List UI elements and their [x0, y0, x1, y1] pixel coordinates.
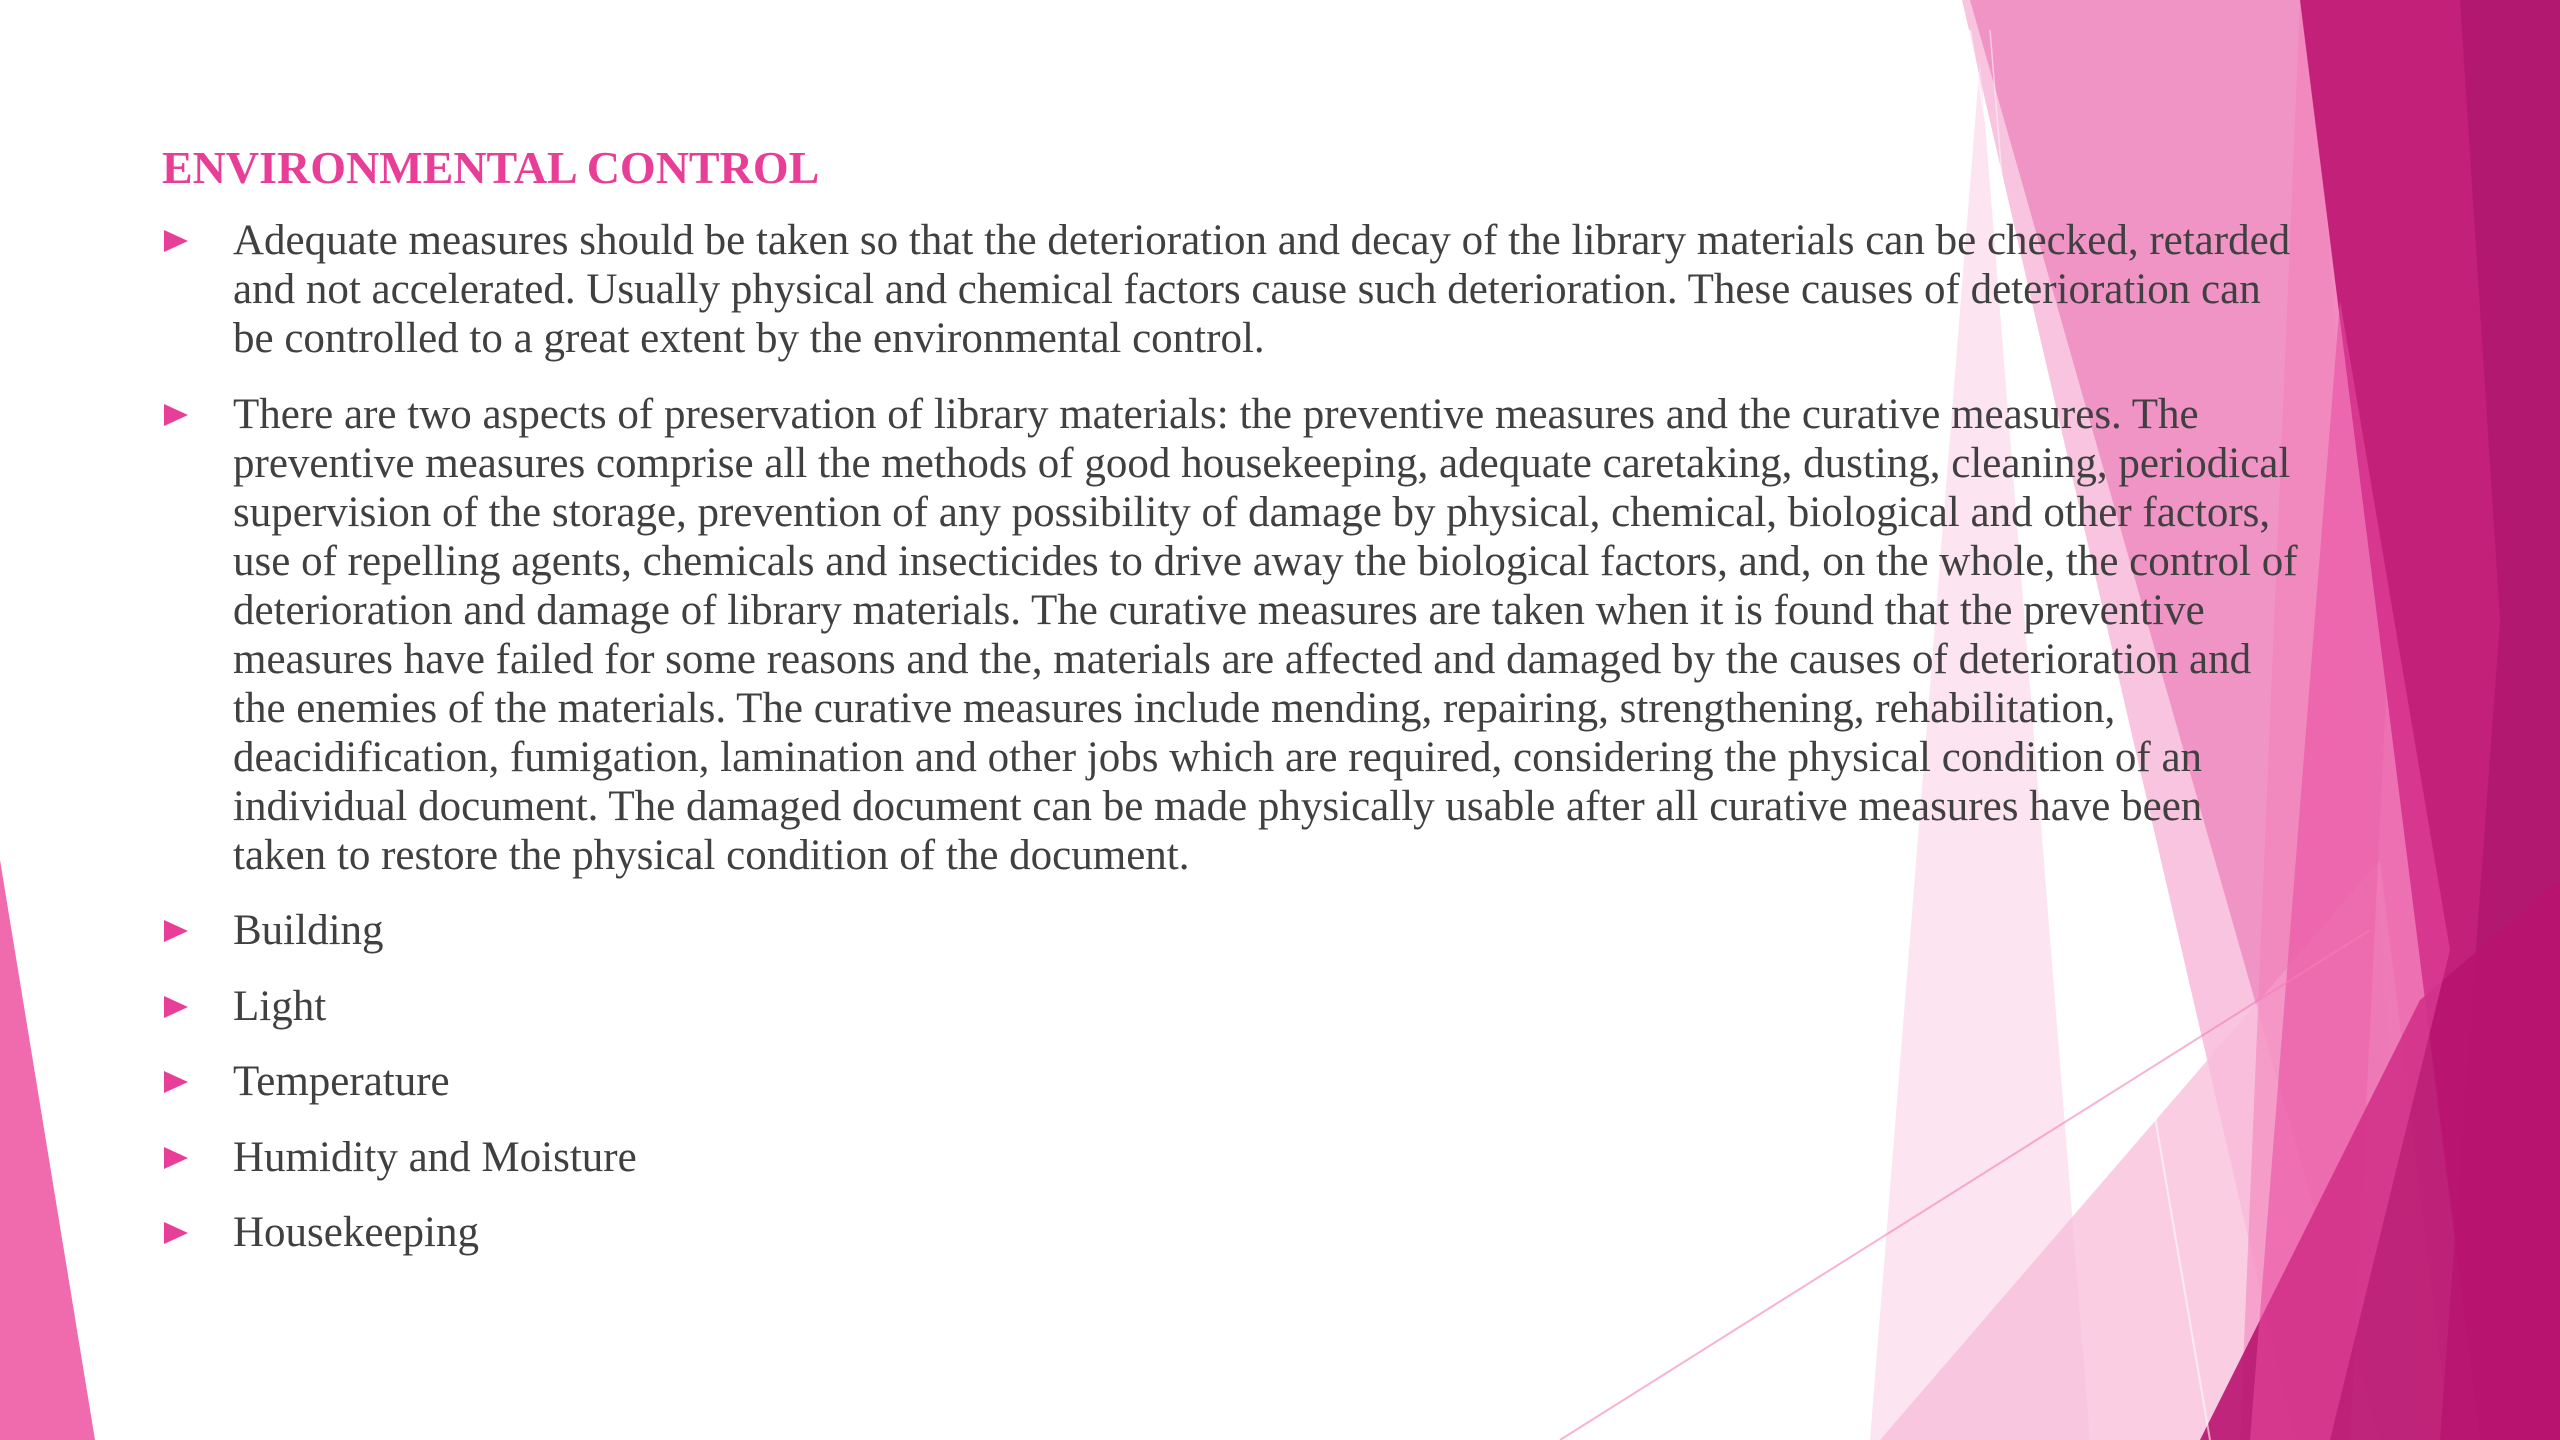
bullet-text: Temperature: [233, 1058, 450, 1105]
arrow-right-bullet-icon: [164, 920, 188, 942]
arrow-right-bullet-icon: [164, 1071, 188, 1093]
bullet-text: Light: [233, 982, 327, 1030]
list-item: [160, 906, 2300, 955]
list-item: [160, 1133, 2300, 1182]
list-item: [160, 1208, 2300, 1257]
arrow-right-bullet-icon: [164, 996, 188, 1018]
bullet-list: [160, 216, 2300, 1257]
arrow-right-bullet-icon: [164, 1222, 188, 1244]
list-item: [160, 216, 2300, 363]
left-edge-shape: [0, 860, 95, 1440]
list-item: [160, 982, 2300, 1031]
bullet-text: There are two aspects of preservation of library materials: the preventive measures and the curative measures. The preventive measures comprise all the methods of good housekeeping, adequate caretaking, dusting, cleaning, periodical supervision of the storage, prevention of any possibility of damage by physical, chemical, biological and other factors, use of repelling agents, chemicals and insecticides to drive away the biological factors, and, on the whole, the control of deterioration and damage of library materials. The curative measures are taken when it is found that the preventive measures have failed for some reasons and the, materials are affected and damaged by the causes of deterioration and the enemies of the materials. The curative measures include mending, repairing, strengthening, rehabilitation, deacidification, fumigation, lamination and other jobs which are required, considering the physical condition of an individual document. The damaged document can be made physically usable after all curative measures have been taken to restore the physical condition of the document.: [233, 390, 2298, 879]
arrow-right-bullet-icon: [164, 230, 188, 252]
bullet-text: Adequate measures should be taken so that the deterioration and decay of the library materials can be checked, retarded and not accelerated. Usually physical and chemical factors cause such deterioration. These causes of deterioration can be controlled to a great extent by the environmental control.: [233, 217, 2291, 362]
slide-title: ENVIRONMENTAL CONTROL: [162, 142, 820, 193]
arrow-right-bullet-icon: [164, 404, 188, 426]
bullet-text: Building: [233, 907, 384, 954]
arrow-right-bullet-icon: [164, 1147, 188, 1169]
list-item: [160, 1057, 2300, 1106]
list-item: [160, 390, 2300, 880]
bullet-text: Housekeeping: [233, 1209, 479, 1256]
bullet-text: Humidity and Moisture: [233, 1133, 637, 1181]
